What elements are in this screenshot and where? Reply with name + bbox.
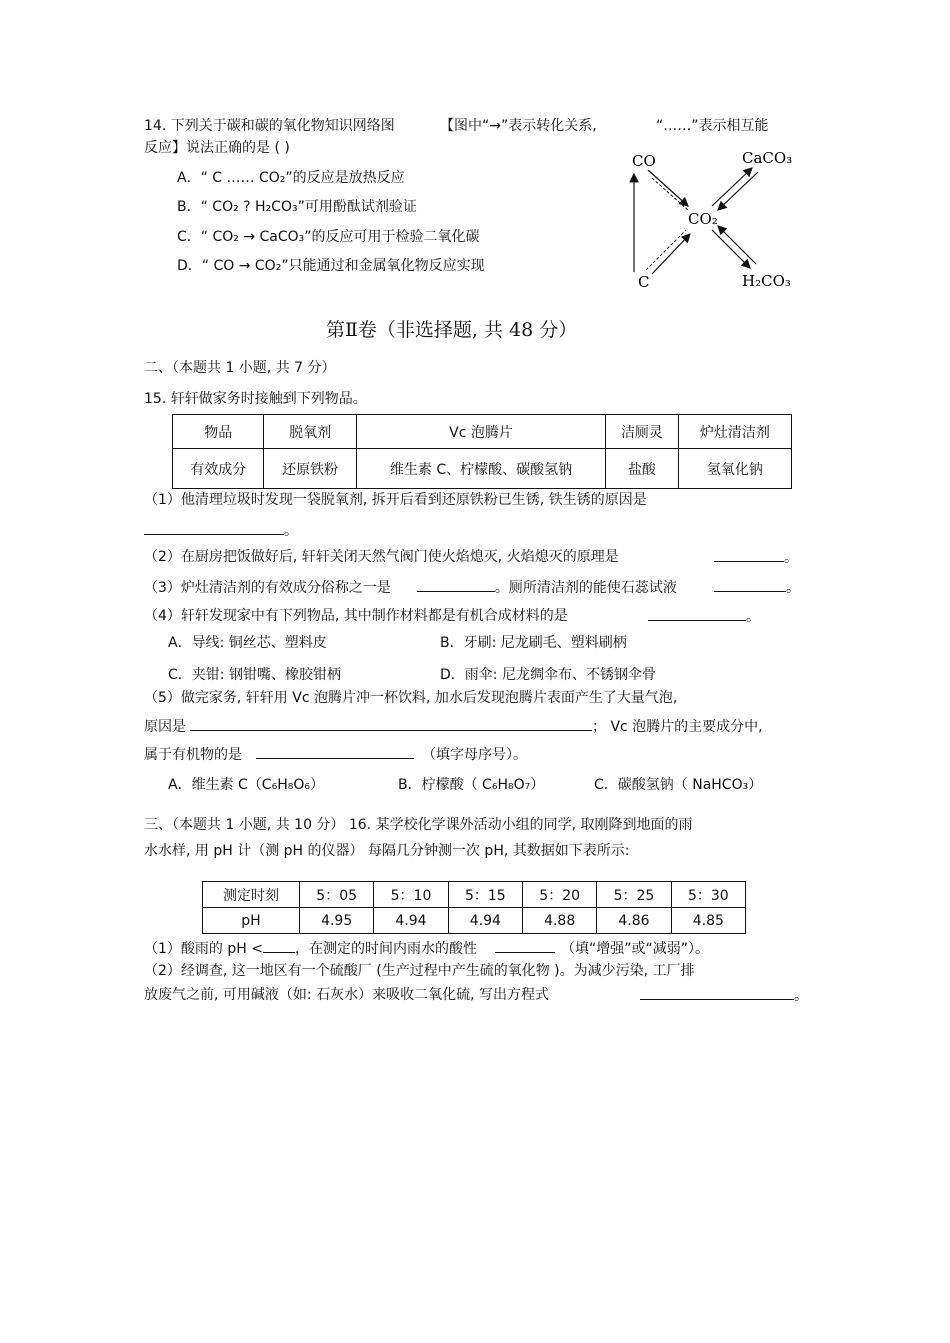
answer-blank[interactable] xyxy=(714,577,786,592)
q15-sub1: （1）他清理垃圾时发现一袋脱氧剂, 拆开后看到还原铁粉已生锈, 铁生锈的原因是 xyxy=(144,492,647,508)
table-cell: 盐酸 xyxy=(606,449,679,489)
table-cell: 5：15 xyxy=(448,882,522,908)
table-cell: 氢氧化钠 xyxy=(678,449,791,489)
period: 。 xyxy=(786,580,800,596)
q15-sub2-answer xyxy=(714,547,798,568)
table-cell: 4.94 xyxy=(374,908,448,934)
period: 。 xyxy=(746,609,760,625)
q15-sub3 xyxy=(144,577,677,598)
carbon-network-diagram xyxy=(626,146,796,296)
q14-line2: 反应】说法正确的是 ( ) xyxy=(144,140,290,156)
q16-line1: 三、（本题共 1 小题, 共 10 分） 16. 某学校化学课外活动小组的同学, 取刚降到地面的雨 xyxy=(144,817,693,833)
q15-sub4-option-c: C．夹钳: 钢钳嘴、橡胶钳柄 xyxy=(168,667,341,683)
answer-blank[interactable] xyxy=(417,577,495,592)
table-cell: 4.95 xyxy=(300,908,374,934)
diagram-caco3-label: CaCO₃ xyxy=(742,149,793,167)
period: 。 xyxy=(784,550,798,566)
dots-c-co2 xyxy=(646,230,686,270)
q15-sub5-reason xyxy=(144,716,763,737)
table-cell: 脱氧剂 xyxy=(264,415,356,449)
q14-line1c: “……”表示相互能 xyxy=(656,118,769,134)
answer-blank[interactable] xyxy=(495,938,555,953)
q15-table xyxy=(172,414,792,489)
q15-sub1-answer xyxy=(144,520,298,541)
table-cell: 5：25 xyxy=(597,882,671,908)
q15-sub5-mid: ； Vc 泡腾片的主要成分中, xyxy=(592,719,763,735)
diagram-c-label: C xyxy=(638,273,650,291)
answer-blank[interactable] xyxy=(256,744,414,759)
table-row xyxy=(203,908,746,934)
q16-sub2-answer xyxy=(640,985,808,1006)
table-row xyxy=(173,449,792,489)
q14-option-c: C．“ CO₂ → CaCO₃”的反应可用于检验二氧化碳 xyxy=(177,229,480,245)
q16-sub1-text-b: ，在测定的时间内雨水的酸性 xyxy=(294,941,477,957)
q15-sub5-option-c: C．碳酸氢钠（ NaHCO₃） xyxy=(594,777,763,793)
table-cell: 4.88 xyxy=(522,908,596,934)
q15-sub3-answer xyxy=(714,577,800,598)
arrow-caco3-to-co2 xyxy=(718,172,758,210)
q14-option-a: A．“ C …… CO₂”的反应是放热反应 xyxy=(177,170,405,186)
table-cell: 洁厕灵 xyxy=(606,415,679,449)
table-cell: Vc 泡腾片 xyxy=(356,415,605,449)
q16-sub1-text-a: （1）酸雨的 pH < xyxy=(144,941,263,957)
table-cell: 5：05 xyxy=(300,882,374,908)
answer-blank[interactable] xyxy=(263,938,295,953)
q15-sub4-answer xyxy=(648,606,760,627)
q14-line1b: 【图中“→”表示转化关系, xyxy=(440,118,597,134)
part2-title: 第Ⅱ卷（非选择题, 共 48 分） xyxy=(326,319,578,341)
q16-sub1-text-c: （填“增强”或“减弱”）。 xyxy=(560,941,709,957)
table-cell: 4.85 xyxy=(671,908,745,934)
diagram-h2co3-label: H₂CO₃ xyxy=(742,272,791,290)
q14-option-b: B．“ CO₂ ? H₂CO₃”可用酚酞试剂验证 xyxy=(177,199,417,215)
q15-sub4-option-b: B．牙刷: 尼龙刷毛、塑料刷柄 xyxy=(440,635,627,651)
arrow-co2-to-caco3 xyxy=(712,168,752,206)
q15-sub3-text-b: 。厕所清洁剂的能使石蕊试液 xyxy=(494,580,677,596)
answer-blank[interactable] xyxy=(640,985,794,1000)
q15-sub5-option-a: A．维生素 C（C₆H₈O₆） xyxy=(168,777,324,793)
arrow-c-to-co2 xyxy=(652,234,690,274)
table-cell: 5：20 xyxy=(522,882,596,908)
q16-sub2-line1: （2）经调查, 这一地区有一个硫酸厂 (生产过程中产生硫的氧化物 )。为减少污染, 工厂排 xyxy=(144,963,695,979)
table-header-row xyxy=(173,415,792,449)
table-cell: 5：10 xyxy=(374,882,448,908)
table-cell: 有效成分 xyxy=(173,449,264,489)
table-cell: 物品 xyxy=(173,415,264,449)
organic-label: 属于有机物的是 xyxy=(144,747,242,763)
q14-line1: 14. 下列关于碳和碳的氧化物知识网络图 xyxy=(144,118,395,134)
q16-sub1 xyxy=(144,938,709,959)
reason-label: 原因是 xyxy=(144,719,186,735)
table-cell: 4.86 xyxy=(597,908,671,934)
q15-sub3-text-a: （3）炉灶清洁剂的有效成分俗称之一是 xyxy=(144,580,391,596)
table-cell: pH xyxy=(203,908,300,934)
arrow-co2-to-h2co3 xyxy=(712,230,750,268)
q15-sub2: （2）在厨房把饭做好后, 轩轩关闭天然气阀门使火焰熄灭, 火焰熄灭的原理是 xyxy=(144,549,619,565)
q15-sub5: （5）做完家务, 轩轩用 Vc 泡腾片冲一杯饮料, 加水后发现泡腾片表面产生了大量气泡, xyxy=(144,690,678,706)
diagram-co2-label: CO₂ xyxy=(688,210,718,228)
table-cell: 测定时刻 xyxy=(203,882,300,908)
q15-sub5-organic xyxy=(144,744,527,765)
period: 。 xyxy=(794,988,808,1004)
section2-header: 二、（本题共 1 小题, 共 7 分） xyxy=(144,360,336,376)
period: 。 xyxy=(284,523,298,539)
table-cell: 5：30 xyxy=(671,882,745,908)
q16-sub2-line2: 放废气之前, 可用碱液（如: 石灰水）来吸收二氧化硫, 写出方程式 xyxy=(144,987,549,1003)
dots-co-co2 xyxy=(652,178,688,210)
answer-blank[interactable] xyxy=(714,547,784,562)
q15-sub4: （4）轩轩发现家中有下列物品, 其中制作材料都是有机合成材料的是 xyxy=(144,608,568,624)
q15-sub4-option-d: D．雨伞: 尼龙绸伞布、不锈钢伞骨 xyxy=(440,667,656,683)
diagram-co-label: CO xyxy=(632,152,656,170)
table-cell: 4.94 xyxy=(448,908,522,934)
table-cell: 还原铁粉 xyxy=(264,449,356,489)
table-cell: 维生素 C、柠檬酸、碳酸氢钠 xyxy=(356,449,605,489)
table-cell: 炉灶清洁剂 xyxy=(678,415,791,449)
organic-hint: （填字母序号）。 xyxy=(422,747,527,763)
arrow-co-to-co2 xyxy=(648,170,688,206)
q16-table xyxy=(202,881,746,934)
q15-intro: 15. 轩轩做家务时接触到下列物品。 xyxy=(144,391,367,407)
arrow-h2co3-to-co2 xyxy=(718,226,756,264)
answer-blank[interactable] xyxy=(190,716,592,731)
q15-sub5-option-b: B．柠檬酸（ C₆H₈O₇） xyxy=(398,777,545,793)
q15-sub4-option-a: A．导线: 铜丝芯、塑料皮 xyxy=(168,635,327,651)
answer-blank[interactable] xyxy=(648,606,746,621)
answer-blank[interactable] xyxy=(144,520,284,535)
table-header-row xyxy=(203,882,746,908)
q14-option-d: D．“ CO → CO₂”只能通过和金属氧化物反应实现 xyxy=(177,258,485,274)
q16-line2: 水水样, 用 pH 计（测 pH 的仪器） 每隔几分钟测一次 pH, 其数据如下表所示: xyxy=(144,843,630,859)
